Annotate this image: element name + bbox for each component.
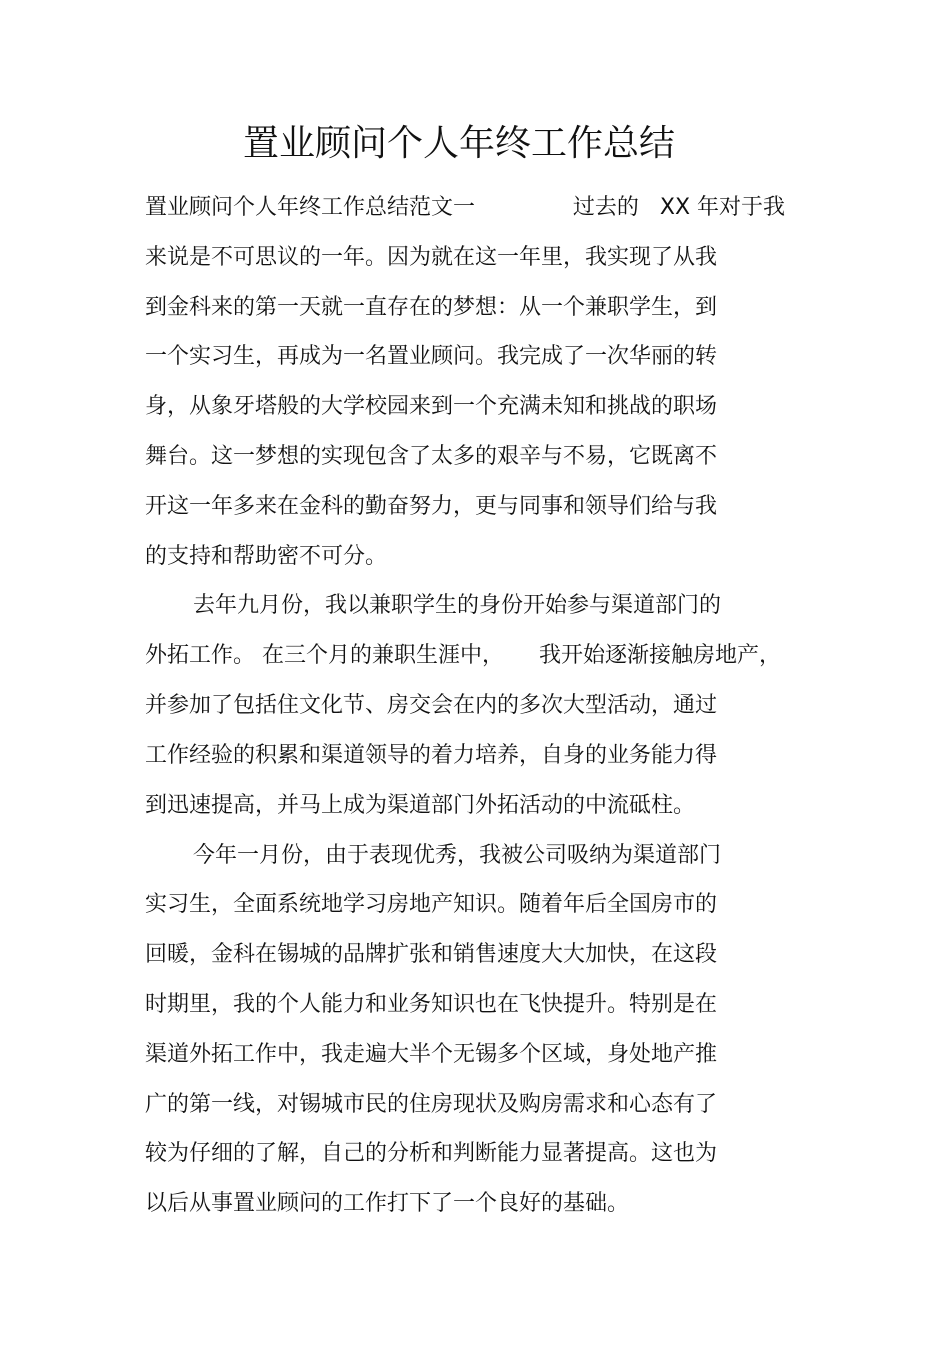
text-line: 广的第一线，对锡城市民的住房现状及购房需求和心态有了 — [145, 1092, 718, 1117]
document-title: 置业顾问个人年终工作总结 — [242, 123, 675, 164]
text-line: 并参加了包括住文化节、房交会在内的多次大型活动，通过 — [145, 693, 718, 718]
text-line: 来说是不可思议的一年。因为就在这一年里，我实现了从我 — [145, 245, 718, 270]
text-line: 舞台。这一梦想的实现包含了太多的艰辛与不易，它既离不 — [145, 444, 718, 469]
text-line: 实习生，全面系统地学习房地产知识。随着年后全国房市的 — [145, 892, 718, 917]
text-line: 回暖，金科在锡城的品牌扩张和销售速度大大加快，在这段 — [145, 942, 718, 967]
text-line: 的支持和帮助密不可分。 — [145, 544, 388, 569]
text-line: 渠道外拓工作中，我走遍大半个无锡多个区域，身处地产推 — [145, 1042, 718, 1067]
text-line: 置业顾问个人年终工作总结范文一 过去的 XX 年对于我 — [145, 195, 786, 220]
text-line: 到迅速提高，并马上成为渠道部门外拓活动的中流砥柱。 — [145, 793, 696, 818]
text-line: 工作经验的积累和渠道领导的着力培养，自身的业务能力得 — [145, 743, 718, 768]
text-line: 开这一年多来在金科的勤奋努力，更与同事和领导们给与我 — [145, 494, 718, 519]
text-line: 身，从象牙塔般的大学校园来到一个充满未知和挑战的职场 — [145, 394, 718, 419]
text-line: 外拓工作。 在三个月的兼职生涯中， 我开始逐渐接触房地产， — [145, 643, 781, 668]
text-line: 时期里，我的个人能力和业务知识也在飞快提升。特别是在 — [145, 992, 718, 1017]
paragraph-first-line: 今年一月份，由于表现优秀，我被公司吸纳为渠道部门 — [193, 843, 722, 868]
text-line: 以后从事置业顾问的工作打下了一个良好的基础。 — [145, 1191, 630, 1216]
text-line: 到金科来的第一天就一直存在的梦想：从一个兼职学生，到 — [145, 295, 718, 320]
text-line: 一个实习生，再成为一名置业顾问。我完成了一次华丽的转 — [145, 344, 718, 369]
paragraph-first-line: 去年九月份，我以兼职学生的身份开始参与渠道部门的 — [193, 593, 722, 618]
text-line: 较为仔细的了解，自己的分析和判断能力显著提高。这也为 — [145, 1141, 718, 1166]
